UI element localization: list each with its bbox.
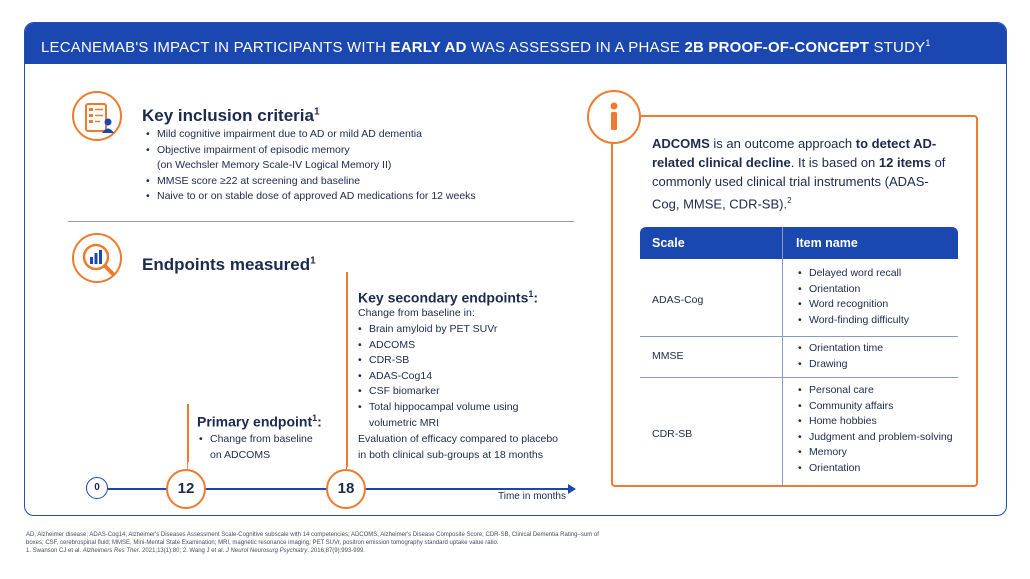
list-item: • Community affairs [798,399,953,415]
section-divider [68,221,574,222]
list-item: • CSF biomarker [358,384,518,400]
primary-title: Primary endpoint$^1$: [197,413,322,430]
list-item: • Drawing [798,357,883,373]
list-item: • Word-finding difficulty [798,313,909,329]
list-item: • Home hobbies [798,414,953,430]
table-row-items [798,341,883,372]
header-text-3: STUDY [869,39,926,56]
slide-header [25,23,1006,64]
timeline-tick-0: 0 [86,477,108,499]
list-item: • Mild cognitive impairment due to AD or mild AD dementia [146,127,476,143]
list-item: • Judgment and problem-solving [798,430,953,446]
table-row-scale: ADAS-Cog [652,294,704,306]
table-header [640,227,958,259]
secondary-marker-line [346,272,348,467]
list-item: • Memory [798,445,953,461]
info-icon [587,90,641,144]
table-row-separator [640,336,958,337]
primary-list [199,432,313,463]
evaluation-text: Evaluation of efficacy compared to placebo in both clinical sub-groups at 18 months [358,433,559,461]
list-item: • Brain amyloid by PET SUVr [358,322,518,338]
table-row-items [798,383,953,477]
footnote-abbreviations-2: boxes; CSF, cerebrospinal fluid; MMSE, Mini-Mental State Examination; MRI, magnetic resonance imaging; PET SUVr, positron emission tomography standard uptake value ratio. [26,540,499,546]
table-col-item: Item name [796,236,858,250]
secondary-title: Key secondary endpoints$^1$: [358,289,539,306]
list-item: • Naive to or on stable dose of approved AD medications for 12 weeks [146,189,476,205]
endpoints-title: Endpoints measured$^1$ [142,255,316,274]
header-text-1: LECANEMAB'S IMPACT IN PARTICIPANTS WITH [41,39,391,56]
checklist-person-icon [72,91,122,141]
list-item: • Word recognition [798,297,909,313]
table-col-scale: Scale [652,236,685,250]
list-item: • CDR-SB [358,353,518,369]
list-item: • Change from baseline on ADCOMS [199,432,313,463]
list-item: • Orientation time [798,341,883,357]
chart-magnifier-icon [72,233,122,283]
list-item: • MMSE score ≥22 at screening and baseline [146,174,476,190]
secondary-intro: Change from baseline in: [358,307,475,319]
table-row-items [798,266,909,328]
header-bold-2: 2B PROOF-OF-CONCEPT [684,39,870,56]
list-item: • Total hippocampal volume using volumetric MRI [358,400,518,431]
table-row-scale: MMSE [652,350,684,362]
footnote-references: 1. Swanson CJ et al. Alzheimers Res Ther. 2021;13(1):80; 2. Wang J et al. J Neurol Neurosurg Psychiatry. 2016;87(9):993-999. [26,548,365,554]
timeline-label: Time in months [498,491,566,502]
footnote-abbreviations-1: AD, Alzheimer disease; ADAS-Cog14, Alzheimer's Diseases Assessment Scale-Cognitive subscale with 14 competencies; ADCOMS, Alzheimer's Disease Composite Score; CDR-SB, Clinical Dementia Rating–sum of [26,532,599,538]
list-item: • Orientation [798,282,909,298]
list-item: • Delayed word recall [798,266,909,282]
header-bold-1: EARLY AD [390,39,467,56]
list-item: • ADAS-Cog14 [358,369,518,385]
list-item: • ADCOMS [358,338,518,354]
inclusion-title: Key inclusion criteria$^1$ [142,106,320,125]
list-item: • Personal care [798,383,953,399]
header-text-2: WAS ASSESSED IN A PHASE [466,39,685,56]
table-row-scale: CDR-SB [652,428,693,440]
timeline-tick-18: 18 [326,469,366,509]
primary-marker-line [187,404,189,462]
timeline-tick-12: 12 [166,469,206,509]
secondary-list [358,322,518,431]
header-sup: 1 [925,38,931,48]
table-column-separator [782,227,783,487]
adcoms-description: ADCOMS is an outcome approach to detect AD-related clinical decline. It is based on 12 items of commonly used clinical trial instruments (ADAS-Cog, MMSE, CDR-SB).$^2$ [652,136,946,212]
inclusion-list [146,127,476,205]
list-item: • Objective impairment of episodic memory (on Wechsler Memory Scale-IV Logical Memory II) [146,143,476,174]
table-row-separator [640,377,958,378]
list-item: • Orientation [798,461,953,477]
